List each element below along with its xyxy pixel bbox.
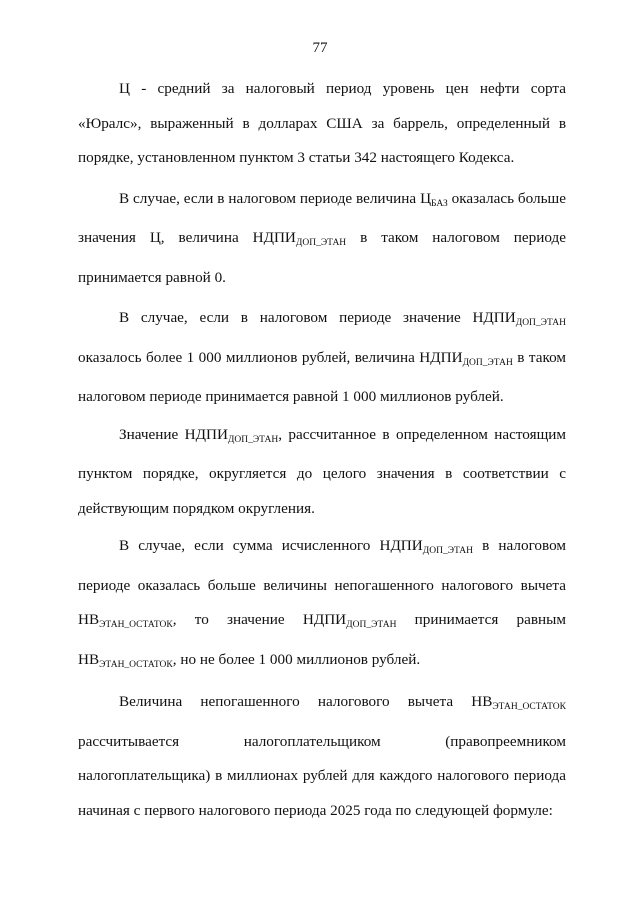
paragraph-price-definition: [78, 72, 566, 176]
subscript: ДОП_ЭТАН: [346, 620, 397, 630]
text-fragment: , но не более 1 000 миллионов рублей.: [172, 650, 421, 668]
text-fragment: принимается равным НВ: [78, 611, 566, 668]
subscript: ДОП_ЭТАН: [462, 357, 513, 368]
text-fragment: рассчитывается налогоплательщиком (правопреемником налогоплательщика) в миллионах рублей для каждого налогового периода начиная с первого налогового периода 2025 года по следующей формуле:: [78, 732, 566, 819]
text-fragment: , рассчитанное в определенном настоящим пунктом порядке, округляется до целого значения в соответствии с действующим порядком округления.: [78, 425, 566, 517]
document-body: [78, 72, 566, 828]
paragraph-rounding: [78, 418, 566, 527]
text-fragment: в таком налоговом периоде принимается равной 0.: [78, 229, 566, 286]
text-fragment: в налоговом периоде оказалась больше величины непогашенного налогового вычета НВ: [78, 537, 566, 628]
subscript: ДОП_ЭТАН: [515, 318, 566, 328]
paragraph-text: Ц - средний за налоговый период уровень цен нефти сорта «Юралс», выраженный в долларах США за баррель, определенный в порядке, установленном пунктом 3 статьи 342 настоящего Кодекса.: [78, 80, 566, 166]
text-fragment: Величина непогашенного налогового вычета НВ: [119, 693, 493, 710]
text-fragment: Значение НДПИ: [119, 425, 228, 443]
subscript: ДОП_ЭТАН: [227, 434, 279, 445]
text-fragment: В случае, если сумма исчисленного НДПИ: [119, 537, 423, 554]
page-number: 77: [312, 40, 328, 56]
paragraph-remaining-deduction: [78, 685, 566, 828]
subscript: ЭТАН_ОСТАТОК: [99, 659, 173, 670]
text-fragment: оказалось более 1 000 миллионов рублей, величина НДПИ: [78, 348, 463, 366]
paragraph-cap-condition: [78, 301, 566, 415]
subscript: ДОП_ЭТАН: [422, 546, 474, 556]
text-fragment: в таком налоговом периоде принимается равной 1 000 миллионов рублей.: [78, 348, 566, 405]
text-fragment: оказалась больше значения Ц, величина НДПИ: [78, 189, 566, 246]
paragraph-deduction-condition: [78, 529, 566, 682]
subscript: ЭТАН_ОСТАТОК: [492, 702, 566, 712]
text-fragment: В случае, если в налоговом периоде значение НДПИ: [119, 309, 516, 326]
paragraph-base-price-condition: [78, 182, 566, 296]
subscript: ЭТАН_ОСТАТОК: [99, 620, 173, 630]
text-fragment: В случае, если в налоговом периоде величина Ц: [119, 189, 432, 207]
subscript: ДОП_ЭТАН: [295, 238, 347, 248]
subscript: БАЗ: [431, 198, 448, 209]
text-fragment: , то значение НДПИ: [172, 611, 347, 628]
